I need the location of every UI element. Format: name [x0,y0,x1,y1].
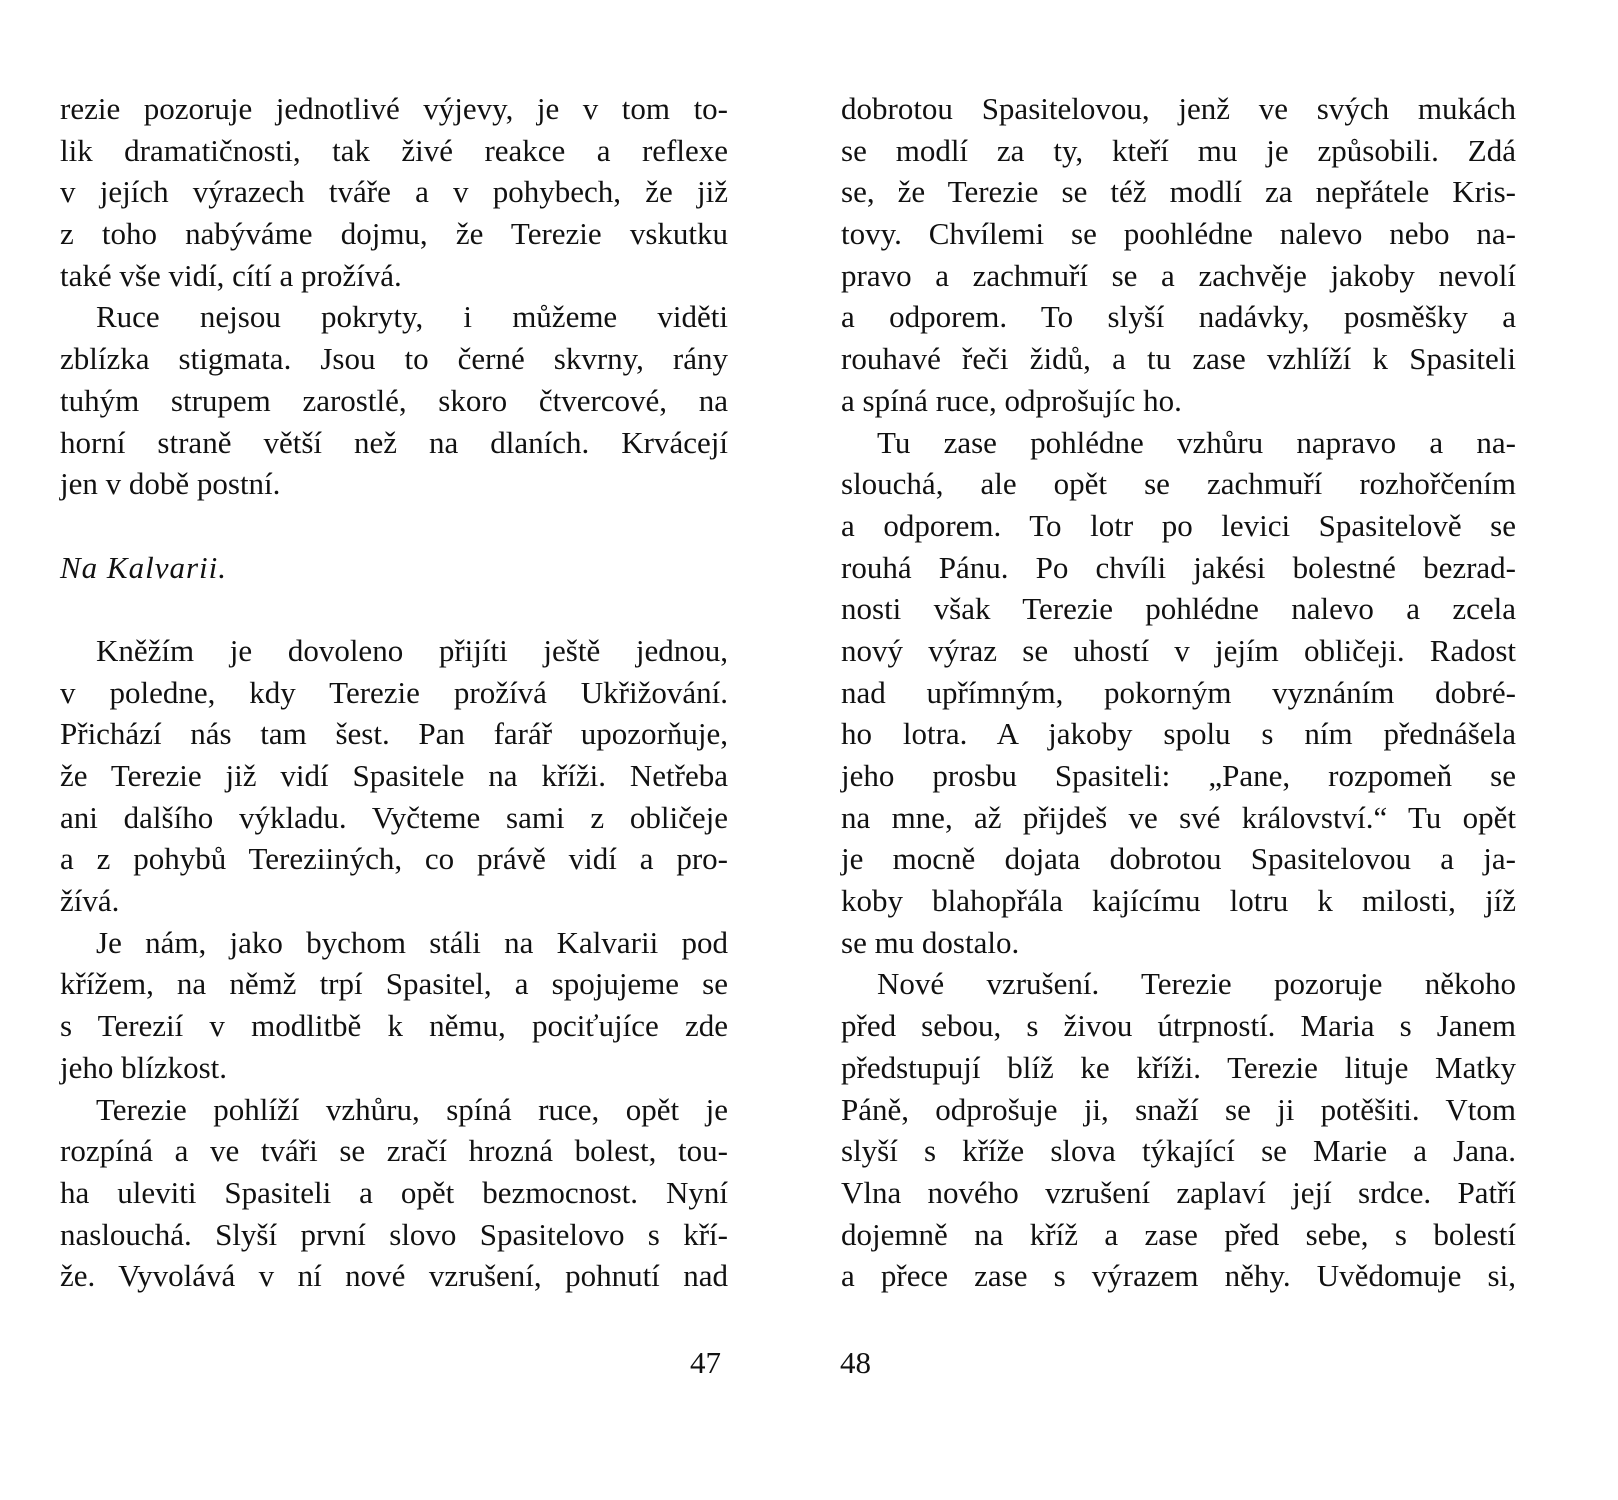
text-line: jeho prosbu Spasiteli: „Pane, rozpomeň se [841,758,1516,793]
text-line: slyší s kříže slova týkající se Marie a Jana. [841,1133,1516,1169]
section-heading: Na Kalvarii. [60,549,228,585]
text-line: že Terezie již vidí Spasitele na kříži. Netřeba [60,758,728,793]
text-line: je mocně dojata dobrotou Spasitelovou a ja- [841,841,1516,877]
text-line: s Terezií v modlitbě k němu, pociťujíce zde [60,1008,728,1044]
text-line: žívá. [60,883,120,919]
text-line: rouhavé řeči židů, a tu zase vzhlíží k Spasiteli [841,341,1516,377]
text-line: jen v době postní. [60,466,281,502]
text-line: nad upřímným, pokorným vyznáním dobré- [841,674,1516,710]
text-line: a odporem. To lotr po levici Spasitelově se [841,507,1516,543]
text-line: v poledne, kdy Terezie prožívá Ukřižování. [60,674,728,710]
text-line: rouhá Pánu. Po chvíli jakési bolestné bezrad- [841,549,1516,585]
text-line: v jejích výrazech tváře a v pohybech, že již [60,174,728,210]
text-line: také vše vidí, cítí a prožívá. [60,257,402,293]
text-line: lik dramatičnosti, tak živé reakce a reflexe [60,132,728,168]
text-line: zblízka stigmata. Jsou to černé skvrny, rány [60,341,728,377]
text-line: Je nám, jako bychom stáli na Kalvarii pod [96,924,728,960]
text-line: Terezie pohlíží vzhůru, spíná ruce, opět je [96,1091,728,1127]
text-line: Vlna nového vzrušení zaplaví její srdce. Patří [841,1174,1516,1210]
text-line: nosti však Terezie pohlédne nalevo a zcela [841,591,1516,627]
text-line: ha uleviti Spasiteli a opět bezmocnost. Nyní [60,1174,728,1210]
text-line: rozpíná a ve tváři se zračí hrozná bolest, tou- [60,1133,728,1169]
text-line: Nové vzrušení. Terezie pozoruje někoho [877,966,1516,1002]
text-line: předstupují blíž ke kříži. Terezie lituje Matky [841,1049,1516,1085]
text-line: slouchá, ale opět se zachmuří rozhořčením [841,466,1516,502]
text-line: a z pohybů Tereziiných, co právě vidí a pro- [60,841,728,877]
text-line: Tu zase pohlédne vzhůru napravo a na- [877,424,1516,460]
text-line: se, že Terezie se též modlí za nepřátele Kris- [841,174,1516,210]
page-number-47: 47 [690,1345,721,1380]
text-line: Přichází nás tam šest. Pan farář upozorňuje, [60,716,728,752]
text-line: ani dalšího výkladu. Vyčteme sami z obličeje [60,799,728,835]
text-line: se mu dostalo. [841,924,1020,960]
text-line: Ruce nejsou pokryty, i můžeme viděti [96,299,728,335]
text-line: tovy. Chvílemi se poohlédne nalevo nebo na- [841,216,1516,252]
text-line: z toho nabýváme dojmu, že Terezie vskutku [60,216,728,252]
text-line: před sebou, s živou útrpností. Maria s Janem [841,1008,1516,1044]
text-line: se modlí za ty, kteří mu je způsobili. Zdá [841,132,1516,168]
blank-space [60,505,728,547]
text-line: tuhým strupem zarostlé, skoro čtvercové, na [60,382,728,418]
text-line: a odporem. To slyší nadávky, posměšky a [841,299,1516,335]
text-line: horní straně větší než na dlaních. Krvácejí [60,424,728,460]
text-line: křížem, na němž trpí Spasitel, a spojujeme se [60,966,728,1002]
page-48-text [841,88,1516,1297]
text-line: jeho blízkost. [60,1049,228,1085]
text-line: na mne, až přijdeš ve své království.“ Tu opět [841,799,1516,835]
text-line: ho lotra. A jakoby spolu s ním přednášela [841,716,1516,752]
page-47-text [60,88,728,1297]
text-line: že. Vyvolává v ní nové vzrušení, pohnutí nad [60,1258,728,1294]
page-number-48: 48 [840,1345,871,1380]
text-line: koby blahopřála kajícímu lotru k milosti, jíž [841,883,1516,919]
text-line: dojemně na kříž a zase před sebe, s bolestí [841,1216,1516,1252]
text-line: dobrotou Spasitelovou, jenž ve svých mukách [841,91,1516,126]
text-line: a spíná ruce, odprošujíc ho. [841,382,1182,418]
text-line: Kněžím je dovoleno přijíti ještě jednou, [96,632,728,668]
text-line: nový výraz se uhostí v jejím obličeji. Radost [841,632,1516,668]
blank-space [60,588,728,630]
text-line: rezie pozoruje jednotlivé výjevy, je v tom to- [60,91,728,126]
text-line: pravo a zachmuří se a zachvěje jakoby nevolí [841,257,1516,293]
text-line: naslouchá. Slyší první slovo Spasitelovo s kří- [60,1216,728,1252]
text-line: Páně, odprošuje ji, snaží se ji potěšiti. Vtom [841,1091,1516,1127]
text-line: a přece zase s výrazem něhy. Uvědomuje si, [841,1258,1516,1294]
